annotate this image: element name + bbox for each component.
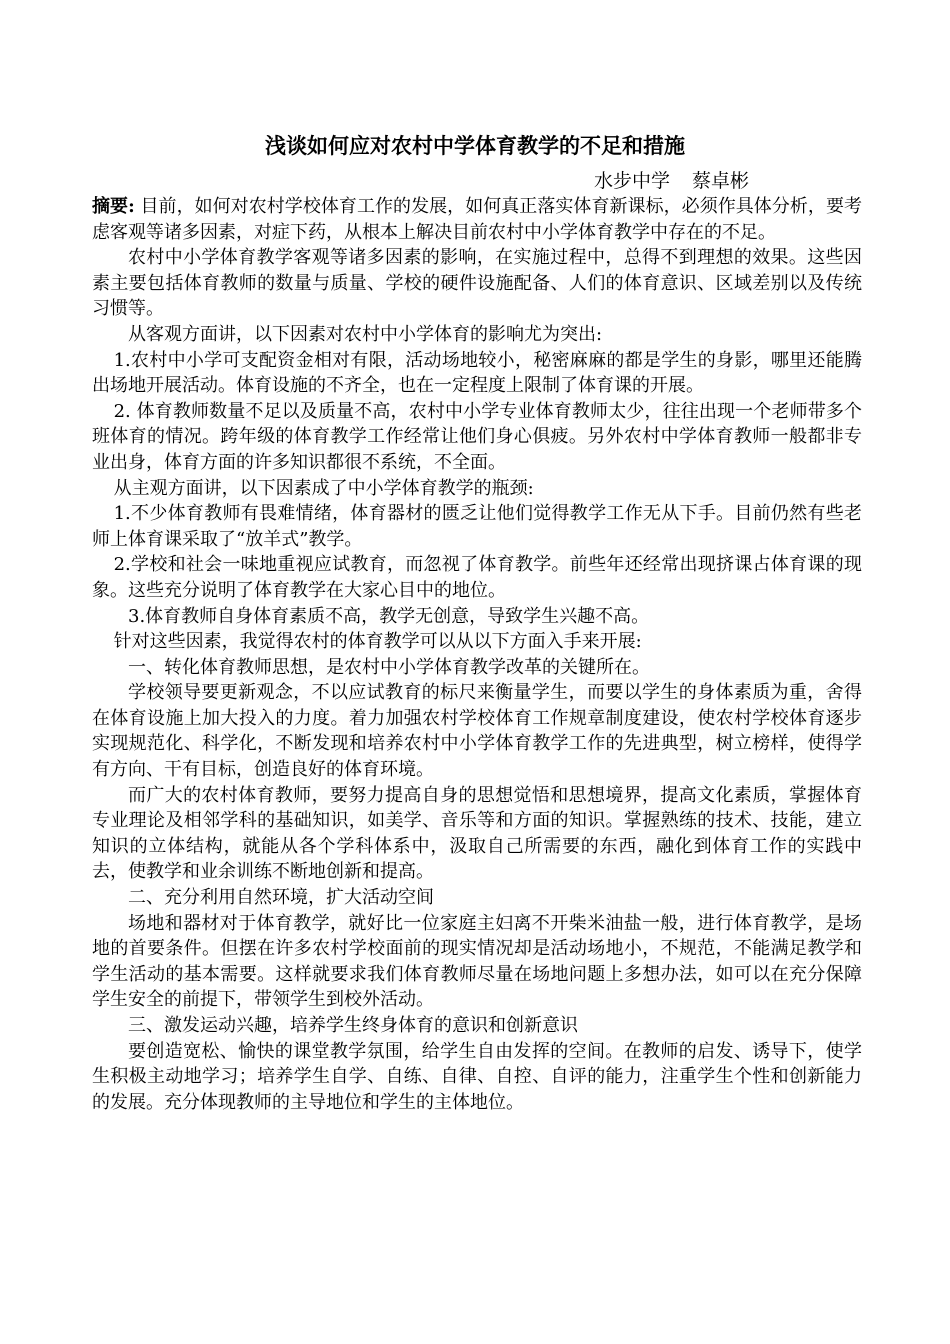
section-heading: 一、转化体育教师思想，是农村中小学体育教学改革的关键所在。 [128, 656, 650, 678]
paragraph: 从主观方面讲，以下因素成了中小学体育教学的瓶颈: [113, 477, 534, 499]
paragraph: 1.不少体育教师有畏难情绪，体育器材的匮乏让他们觉得教学工作无从下手。目前仍然有些老师上体育课采取了“放羊式”教学。 [92, 503, 862, 550]
paragraph: 农村中小学体育教学客观等诸多因素的影响，在实施过程中，总得不到理想的效果。这些因素主要包括体育教师的数量与质量、学校的硬件设施配备、人们的体育意识、区域差别以及传统习惯等。 [92, 247, 862, 320]
paragraph: 场地和器材对于体育教学，就好比一位家庭主妇离不开柴米油盐一般，进行体育教学，是场地的首要条件。但摆在许多农村学校面前的现实情况却是活动场地小，不规范，不能满足教学和学生活动的基本需要。这样就要求我们体育教师尽量在场地问题上多想办法，如可以在充分保障学生安全的前提下，带领学生到校外活动。 [92, 912, 862, 1011]
paragraph: 而广大的农村体育教师，要努力提高自身的思想觉悟和思想境界，提高文化素质，掌握体育专业理论及相邻学科的基础知识，如美学、音乐等和方面的知识。掌握熟练的技术、技能，建立知识的立体结构，就能从各个学科体系中，汲取自己所需要的东西，融化到体育工作的实践中去，使教学和业余训练不断地创新和提高。 [92, 784, 862, 883]
abstract-paragraph [92, 194, 862, 245]
abstract-text: 目前，如何对农村学校体育工作的发展，如何真正落实体育新课标，必须作具体分析，要考虑客观等诸多因素，对症下药，从根本上解决目前农村中小学体育教学中存在的不足。 [92, 196, 862, 243]
document-body [92, 194, 862, 1115]
section-heading: 三、激发运动兴趣，培养学生终身体育的意识和创新意识 [128, 1015, 578, 1036]
paragraph: 针对这些因素，我觉得农村的体育教学可以从以下方面入手来开展: [113, 631, 642, 653]
paragraph: 2. 体育教师数量不足以及质量不高，农村中小学专业体育教师太少，往往出现一个老师带多个班体育的情况。跨年级的体育教学工作经常让他们身心俱疲。另外农村中学体育教师一般都非专业出身，体育方面的许多知识都很不系统，不全面。 [92, 400, 862, 473]
paragraph: 1.农村中小学可支配资金相对有限，活动场地较小，秘密麻麻的都是学生的身影，哪里还能腾出场地开展活动。体育设施的不齐全，也在一定程度上限制了体育课的开展。 [92, 349, 862, 397]
author-name: 蔡卓彬 [692, 170, 750, 192]
author-line [594, 169, 749, 193]
paragraph: 从客观方面讲，以下因素对农村中小学体育的影响尤为突出: [128, 323, 603, 345]
paragraph: 要创造宽松、愉快的课堂教学氛围，给学生自由发挥的空间。在教师的启发、诱导下，使学生积极主动地学习；培养学生自学、自练、自律、自控、自评的能力，注重学生个性和创新能力的发展。充分体现教师的主导地位和学生的主体地位。 [92, 1040, 862, 1113]
author-school: 水步中学 [594, 170, 671, 192]
section-heading: 二、充分利用自然环境，扩大活动空间 [128, 887, 434, 909]
document-title: 浅谈如何应对农村中学体育教学的不足和措施 [265, 133, 685, 158]
paragraph: 3.体育教师自身体育素质不高，教学无创意，导致学生兴趣不高。 [128, 605, 650, 627]
paragraph: 2.学校和社会一味地重视应试教育，而忽视了体育教学。前些年还经常出现挤课占体育课的现象。这些充分说明了体育教学在大家心目中的地位。 [92, 554, 862, 601]
paragraph: 学校领导要更新观念，不以应试教育的标尺来衡量学生，而要以学生的身体素质为重，舍得在体育设施上加大投入的力度。着力加强农村学校体育工作规章制度建设，使农村学校体育逐步实现规范化、科学化，不断发现和培养农村中小学体育教学工作的先进典型，树立榜样，使得学有方向、干有目标，创造良好的体育环境。 [92, 682, 862, 781]
abstract-label: 摘要: [92, 196, 135, 217]
